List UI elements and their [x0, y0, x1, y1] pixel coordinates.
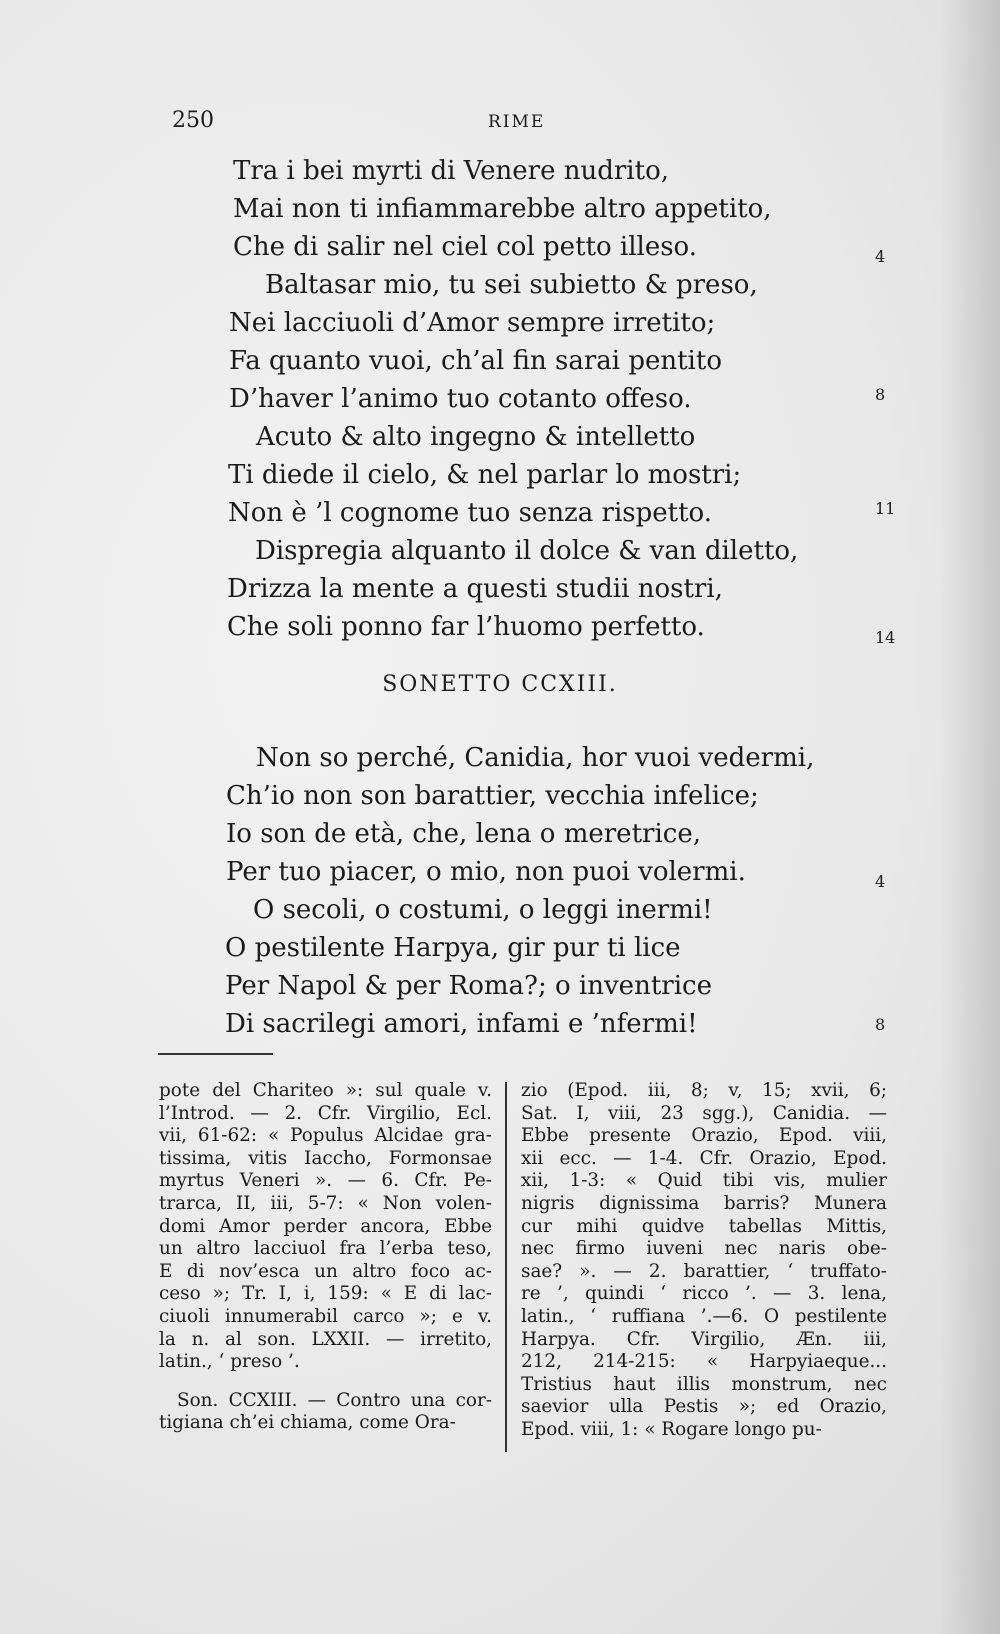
- verse-line: Non so perché, Canidia, hor vuoi vedermi,: [256, 743, 815, 773]
- verse-line: O secoli, o costumi, o leggi inermi!: [253, 895, 713, 925]
- note-line: saevior ulla Pestis »; ed Orazio,: [521, 1396, 887, 1418]
- note-line: nigris dignissima barris? Munera: [521, 1192, 887, 1214]
- line-number: 14: [875, 628, 896, 647]
- verse-line: Io son de età, che, lena o meretrice,: [226, 819, 701, 849]
- note-line: ciuoli innumerabil carco »; e v.: [159, 1305, 492, 1327]
- verse-line: Dispregia alquanto il dolce & van diletto,: [255, 536, 799, 566]
- note-line: un altro lacciuol fra l’erba teso,: [159, 1238, 492, 1260]
- note-line: Sat. I, viii, 23 sgg.), Canidia. —: [521, 1102, 887, 1124]
- line-number: 11: [875, 499, 896, 518]
- note-line: vii, 61-62: « Populus Alcidae gra-: [159, 1125, 492, 1147]
- verse-line: Acuto & alto ingegno & intelletto: [256, 422, 696, 452]
- note-line: ceso »; Tr. I, i, 159: « E di lac-: [159, 1283, 492, 1305]
- note-line: nec firmo iuveni nec naris obe-: [521, 1238, 887, 1260]
- note-line: Harpya. Cfr. Virgilio, Æn. iii,: [521, 1328, 887, 1350]
- line-number: 4: [875, 872, 886, 891]
- section-title: SONETTO CCXIII.: [382, 672, 618, 697]
- verse-line: Che di salir nel ciel col petto illeso.: [233, 232, 698, 262]
- verse-line: Drizza la mente a questi studii nostri,: [227, 574, 723, 604]
- note-line: Ebbe presente Orazio, Epod. viii,: [521, 1125, 887, 1147]
- note-line: domi Amor perder ancora, Ebbe: [159, 1215, 492, 1237]
- verse-line: Ti diede il cielo, & nel parlar lo mostri;: [228, 460, 742, 490]
- note-line: pote del Chariteo »: sul quale v.: [159, 1080, 492, 1101]
- note-line: sae? ». — 2. barattier, ‘ truffato-: [521, 1260, 887, 1282]
- verse-line: Non è ’l cognome tuo senza rispetto.: [228, 498, 712, 528]
- note-line: tissima, vitis Iaccho, Formonsae: [159, 1147, 492, 1169]
- verse-line: Di sacrilegi amori, infami e ’nfermi!: [225, 1009, 698, 1039]
- note-line: myrtus Veneri ». — 6. Cfr. Pe-: [159, 1170, 492, 1192]
- note-line: xii ecc. — 1-4. Cfr. Orazio, Epod.: [521, 1147, 887, 1169]
- note-line: re ’, quindi ‘ ricco ’. — 3. lena,: [521, 1283, 887, 1305]
- note-line: cur mihi quidve tabellas Mittis,: [521, 1215, 887, 1237]
- verse-line: Nei lacciuoli d’Amor sempre irretito;: [229, 308, 716, 338]
- verse-line: Fa quanto vuoi, ch’al fin sarai pentito: [229, 346, 722, 376]
- note-line: latin., ‘ preso ’.: [159, 1351, 300, 1373]
- note-line: xii, 1-3: « Quid tibi vis, mulier: [521, 1170, 887, 1192]
- notes-column-left: [159, 1080, 492, 1435]
- page-number: 250: [172, 108, 214, 133]
- note-line: latin., ‘ ruffiana ’.—6. O pestilente: [521, 1305, 887, 1327]
- verse-line: Tra i bei myrti di Venere nudrito,: [233, 156, 669, 186]
- note-line: zio (Epod. iii, 8; v, 15; xvii, 6;: [521, 1080, 887, 1101]
- note-line: l’Introd. — 2. Cfr. Virgilio, Ecl.: [159, 1102, 492, 1124]
- note-line: E di nov’esca un altro foco ac-: [159, 1260, 492, 1282]
- verse-line: D’haver l’animo tuo cotanto offeso.: [229, 384, 692, 414]
- verse-line: Che soli ponno far l’huomo perfetto.: [227, 612, 705, 642]
- note-line: Son. CCXIII. — Contro una cor-: [177, 1389, 492, 1411]
- note-line: 212, 214-215: « Harpyiaeque...: [521, 1351, 887, 1373]
- note-line: Epod. viii, 1: « Rogare longo pu-: [521, 1418, 822, 1440]
- verse-line: Baltasar mio, tu sei subietto & preso,: [265, 270, 758, 300]
- page-edge-shadow: [940, 0, 1000, 1634]
- column-divider: [505, 1082, 507, 1452]
- note-line: Tristius haut illis monstrum, nec: [521, 1373, 887, 1395]
- notes-column-right: [521, 1080, 887, 1442]
- running-head: [0, 108, 1000, 138]
- verse-line: Mai non ti infiammarebbe altro appetito,: [233, 194, 772, 224]
- line-number: 8: [875, 385, 886, 404]
- note-line: trarca, II, iii, 5-7: « Non volen-: [159, 1192, 492, 1214]
- verse-line: Ch’io non son barattier, vecchia infelice;: [226, 781, 759, 811]
- line-number: 4: [875, 247, 886, 266]
- line-number: 8: [875, 1015, 886, 1034]
- footnote-rule: [158, 1053, 273, 1055]
- note-line: tigiana ch’ei chiama, come Ora-: [159, 1412, 456, 1434]
- running-title: RIME: [488, 112, 546, 132]
- verse-line: Per Napol & per Roma?; o inventrice: [225, 971, 712, 1001]
- verse-line: Per tuo piacer, o mio, non puoi volermi.: [226, 857, 746, 887]
- verse-line: O pestilente Harpya, gir pur ti lice: [225, 933, 681, 963]
- note-line: la n. al son. LXXII. — irretito,: [159, 1328, 492, 1350]
